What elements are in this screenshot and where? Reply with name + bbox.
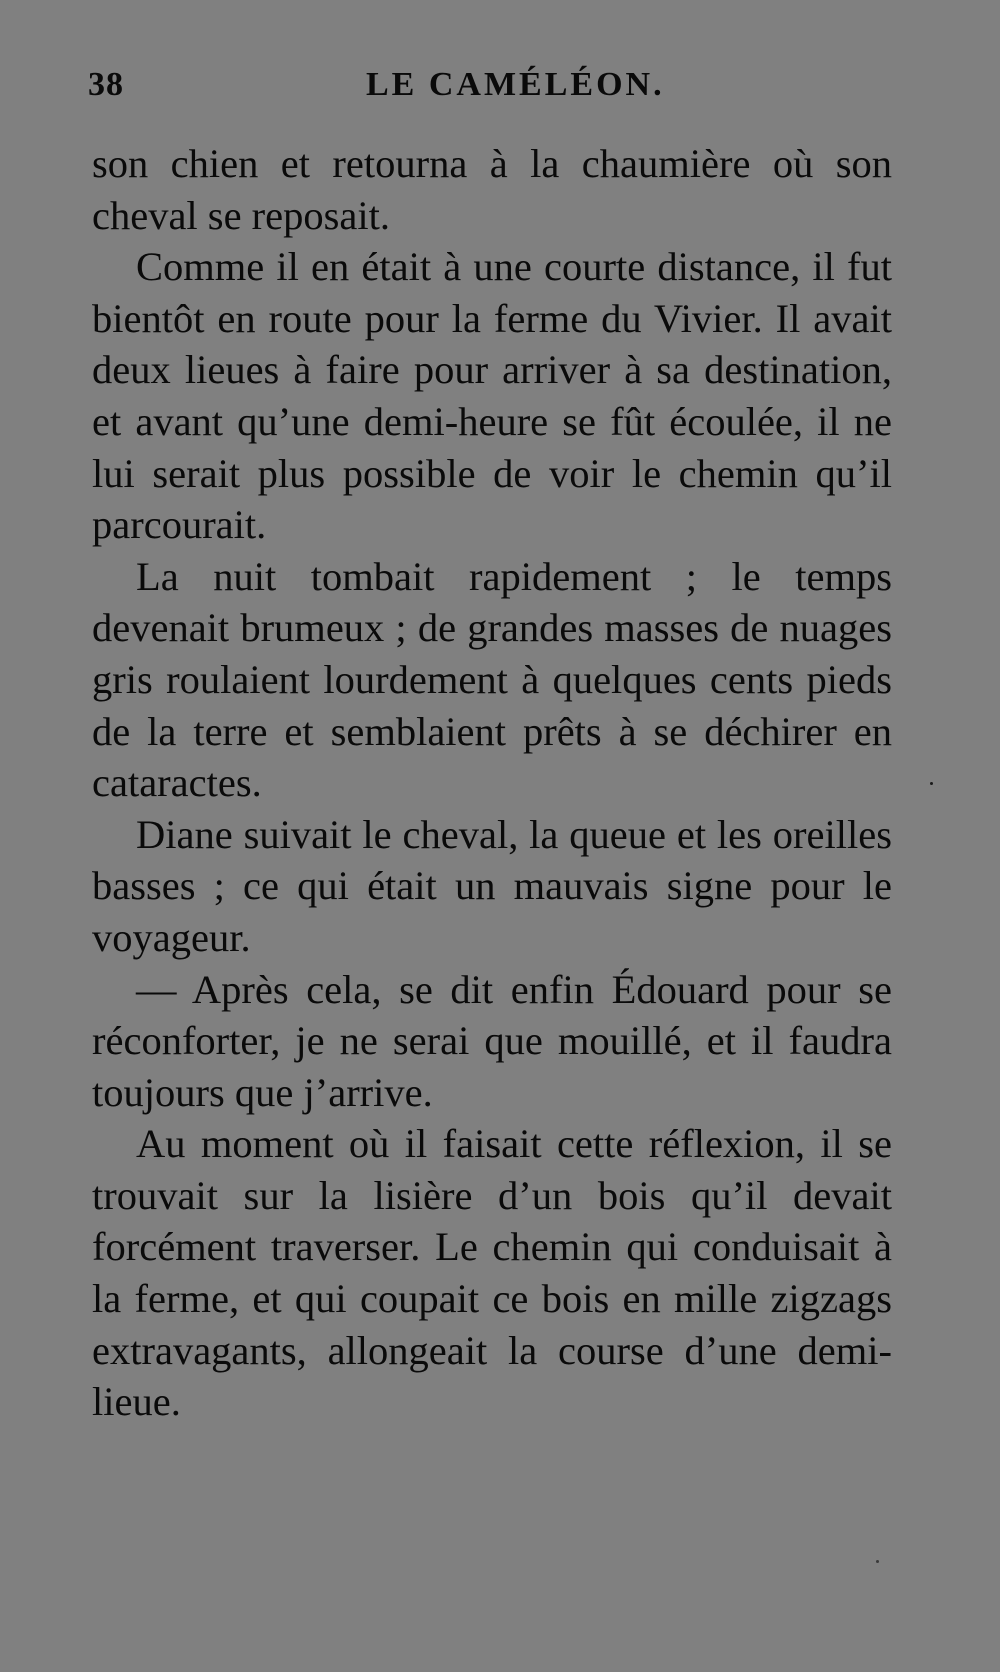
paragraph: La nuit tombait rapidement ; le temps devenait brumeux ; de grandes masses de nuages gris roulaient lourdement à quelques cents pieds de la terre et semblaient prêts à se déchirer en cataractes. xyxy=(92,553,892,806)
paragraph-dialogue: — Après cela, se dit enfin Édouard pour se réconforter, je ne serai que mouillé, et il faudra toujours que j’arrive. xyxy=(92,966,892,1115)
paragraph: Diane suivait le cheval, la queue et les oreilles basses ; ce qui était un mauvais signe pour le voyageur. xyxy=(92,811,892,960)
running-head xyxy=(88,66,888,106)
running-title: LE CAMÉLÉON. xyxy=(366,66,665,103)
paragraph-continued: son chien et retourna à la chaumière où son cheval se reposait. xyxy=(92,141,892,238)
page-number: 38 xyxy=(88,66,124,103)
paragraph: Au moment où il faisait cette réflexion, il se trouvait sur la lisière d’un bois qu’il devait forcément traverser. Le chemin qui conduisait à la ferme, et qui coupait ce bois en mille zigzags extravagants, allongeait la course d’une demi-lieue. xyxy=(92,1121,892,1425)
print-speck xyxy=(876,1560,879,1563)
print-speck xyxy=(930,782,933,785)
paragraph: Comme il en était à une courte distance, il fut bientôt en route pour la ferme du Vivier. Il avait deux lieues à faire pour arriver à sa destination, et avant qu’une demi-heure se fût écoulée, il ne lui serait plus possible de voir le chemin qu’il parcourait. xyxy=(92,244,892,548)
body-text xyxy=(92,138,892,1428)
